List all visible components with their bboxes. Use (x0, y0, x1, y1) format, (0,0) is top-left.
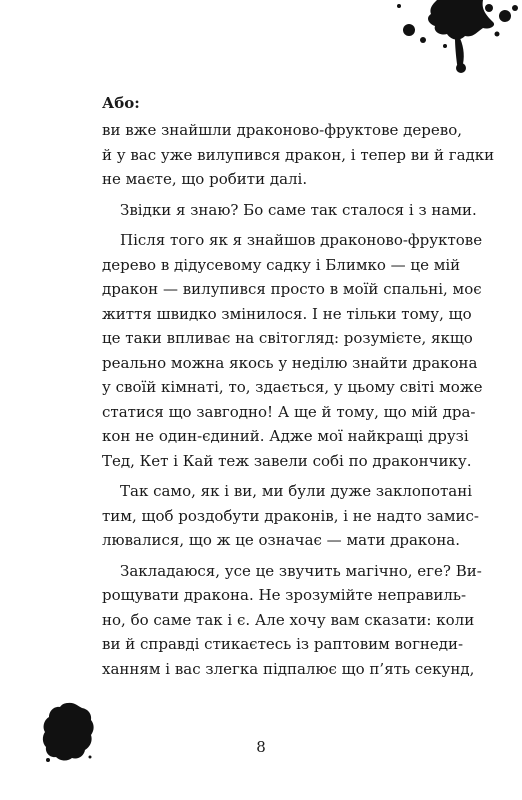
text-line: реально можна якось у неділю знайти дракона (102, 353, 478, 372)
text-line: кон не один-єдиний. Адже мої найкращі друзі (102, 427, 469, 445)
text-line: це таки впливає на світогляд: розумієте, якщо (102, 329, 473, 347)
text-line: й у вас уже вилупився дракон, і тепер ви й гадки (102, 145, 495, 164)
text-line: ханням і вас злегка підпалює що п’ять секунд, (102, 659, 475, 678)
text-line: Тед, Кет і Кай теж завели собі по дракончику. (102, 451, 472, 470)
text-line: життя швидко змінилося. І не тільки тому, що (102, 304, 472, 323)
text-line: тим, щоб роздобути драконів, і не надто замис- (102, 506, 479, 525)
text-line: статися що завгодно! А ще й тому, що мій дра- (102, 402, 476, 421)
text-line: лювалися, що ж це означає — мати дракона. (102, 531, 461, 549)
text-line: дерево в дідусевому садку і Блимко — це мій (102, 255, 461, 274)
heading-abo: Або: (102, 94, 140, 112)
text-line: Звідки я знаю? Бо саме так сталося і з нами. (120, 200, 477, 219)
text-line: дракон — вилупився просто в моїй спальні, моє (102, 280, 482, 298)
paragraph-3 (102, 228, 483, 473)
text-line: не маєте, що робити далі. (102, 170, 308, 188)
paragraph-2 (102, 198, 477, 223)
paragraph-4 (102, 479, 479, 553)
text-line: у своїй кімнаті, то, здається, у цьому світі може (102, 378, 483, 396)
text-line: ви вже знайшли драконово-фруктове дерево, (102, 121, 463, 139)
page-number: 8 (256, 738, 266, 756)
paragraph-1 (102, 118, 495, 192)
text-line: Після того як я знайшов драконово-фруктове (120, 231, 483, 249)
text-line: Так само, як і ви, ми були дуже заклопотані (120, 482, 473, 500)
text-line: ви й справді стикаєтесь із раптовим вогнеди- (102, 635, 464, 653)
text-line: Закладаюся, усе це звучить магічно, еге? Ви- (120, 561, 482, 580)
body-text (102, 90, 495, 681)
text-line: но, бо саме так і є. Але хочу вам сказати: коли (102, 610, 475, 629)
text-line: рощувати дракона. Не зрозумійте неправиль- (102, 586, 467, 604)
ink-splat-icon (385, 0, 522, 80)
paragraph-5 (102, 559, 482, 682)
